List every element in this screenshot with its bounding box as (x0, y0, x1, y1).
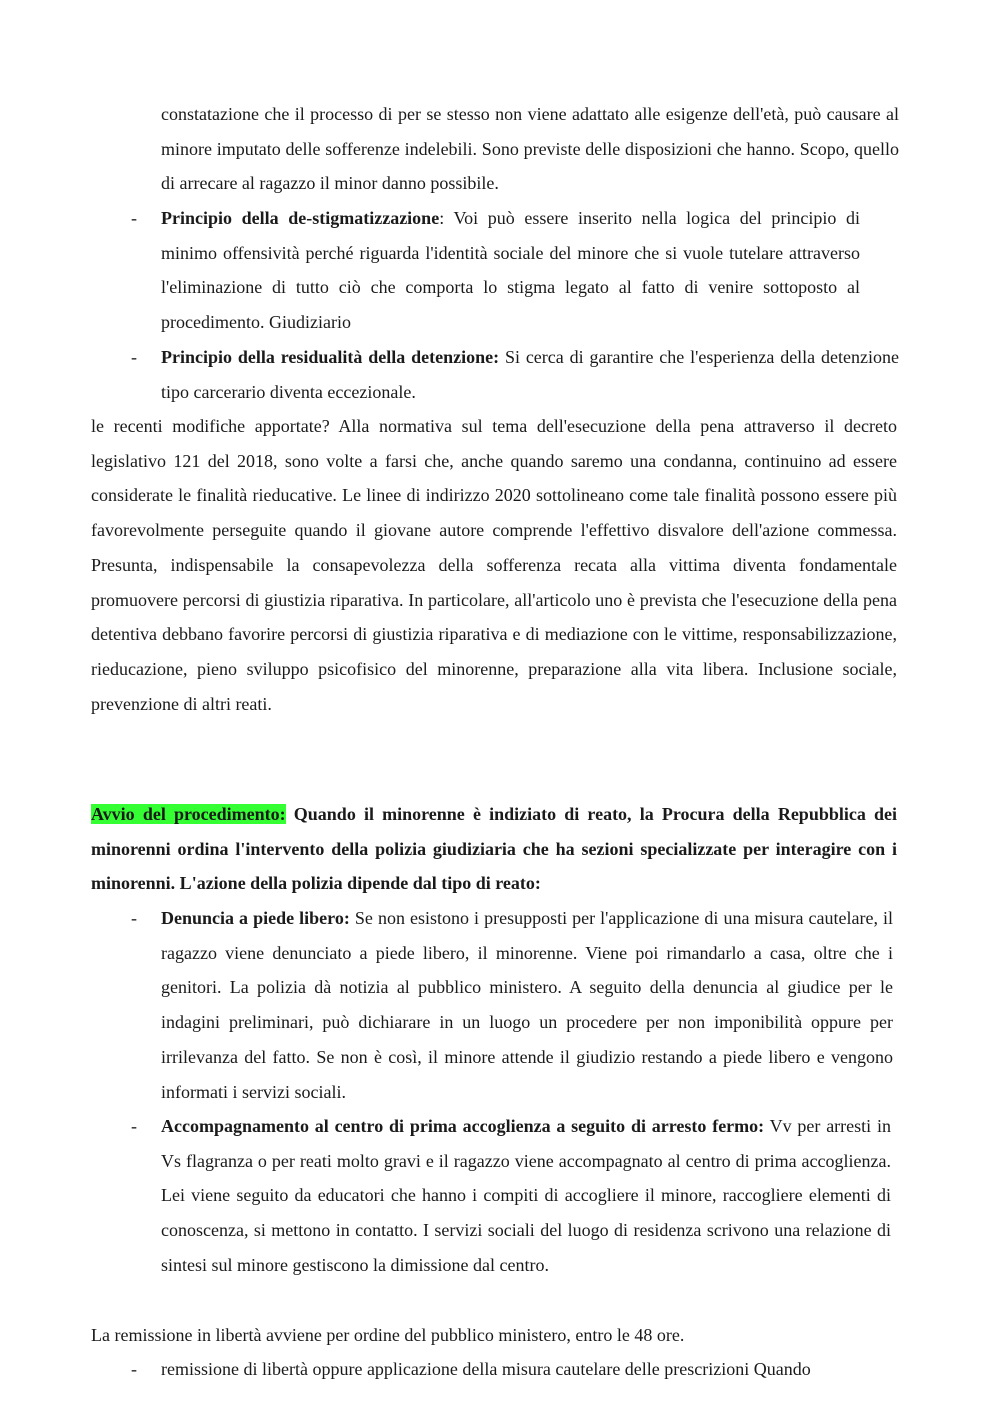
bullet-dash: - (131, 208, 137, 228)
case-text: Se non esistono i presupposti per l'applicazione di una misura cautelare, il ragazzo viene denunciato a piede libero, il minorenne. Viene poi rimandarlo a casa, oltre che i genitori. La polizia dà notizia al pubblico ministero. A seguito della denuncia al giudice per le indagini preliminari, può dichiarare in un luogo un procedere per non imponibilità oppure per irrilevanza del fatto. Se non è così, il minore attende il giudizio restando a piede libero e vengono informati i servizi sociali. (161, 908, 894, 1102)
principle-title: Principio della de-stigmatizzazione (161, 208, 440, 228)
section-intro-text: Quando il minorenne è indiziato di reato, la Procura della Repubblica dei minorenni ordina l'intervento della polizia giudiziaria che ha sezioni specializzate per interagire con i minorenni. L'azione della polizia dipende dal tipo di reato: (91, 804, 897, 894)
case-text: Vv per arresti in Vs flagranza o per reati molto gravi e il ragazzo viene accompagnato al centro di prima accoglienza. Lei viene seguito da educatori che hanno i compiti di accogliere il minore, raccogliere elementi di conoscenza, si mettono in contatto. I servizi sociali del luogo di residenza scrivono una relazione di sintesi sul minore gestiscono la dimissione dal centro. (161, 1116, 891, 1275)
section-intro (91, 797, 897, 901)
case-body (161, 1109, 891, 1283)
bullet-dash: - (131, 1116, 137, 1136)
reforms-paragraph: le recenti modifiche apportate? Alla normativa sul tema dell'esecuzione della pena attraverso il decreto legislativo 121 del 2018, sono volte a farsi che, anche quando saremo una condanna, continuino ad essere considerate le finalità rieducative. Le linee di indirizzo 2020 sottolineano come tale finalità possono essere più favorevolmente perseguite quando il giovane autore comprende l'effettivo disvalore dell'azione commessa. Presunta, indispensabile la consapevolezza della sofferenza recata alla vittima diventa fondamentale promuovere percorsi di giustizia riparativa. In particolare, all'articolo uno è prevista che l'esecuzione della pena detentiva debbano favorire percorsi di giustizia riparativa e di mediazione con le vittime, responsabilizzazione, rieducazione, pieno sviluppo psicofisico del minorenne, preparazione alla vita libera. Inclusione sociale, prevenzione di altri reati. (91, 416, 897, 714)
principle-title: Principio della residualità della detenzione: (161, 347, 500, 367)
principle-text: Si cerca di garantire che l'esperienza della detenzione tipo carcerario diventa eccezionale. (161, 347, 899, 402)
separator: : (439, 208, 454, 228)
bullet-dash: - (131, 908, 137, 928)
case-item-accompagnamento (91, 1109, 891, 1283)
intro-continuation: constatazione che il processo di per se stesso non viene adattato alle esigenze dell'età, può causare al minore imputato delle sofferenze indelebili. Sono previste delle disposizioni che hanno. Scopo, quello di arrecare al ragazzo il minor danno possibile. (161, 104, 899, 194)
last-item (91, 1352, 899, 1387)
bullet-dash: - (131, 1359, 137, 1379)
case-item-denuncia (91, 901, 893, 1109)
case-title: Denuncia a piede libero: (161, 908, 350, 928)
section-heading: Avvio del procedimento: (91, 804, 286, 824)
principle-body (161, 340, 899, 409)
case-title: Accompagnamento al centro di prima accoglienza a seguito di arresto fermo: (161, 1116, 765, 1136)
principle-item-residuality (91, 340, 899, 409)
last-item-text: remissione di libertà oppure applicazione della misura cautelare delle prescrizioni Quando (161, 1359, 811, 1379)
release-line: La remissione in libertà avviene per ordine del pubblico ministero, entro le 48 ore. (91, 1325, 685, 1345)
principle-text: Voi può essere inserito nella logica del principio di minimo offensività perché riguarda l'identità sociale del minore che si vuole tutelare attraverso l'eliminazione di tutto ciò che comporta lo stigma legato al fatto di venire sottoposto al procedimento. Giudiziario (161, 208, 860, 333)
principle-item-destigmatization (91, 201, 860, 340)
bullet-dash: - (131, 347, 137, 367)
case-body (161, 901, 893, 1109)
principle-body (161, 201, 860, 340)
